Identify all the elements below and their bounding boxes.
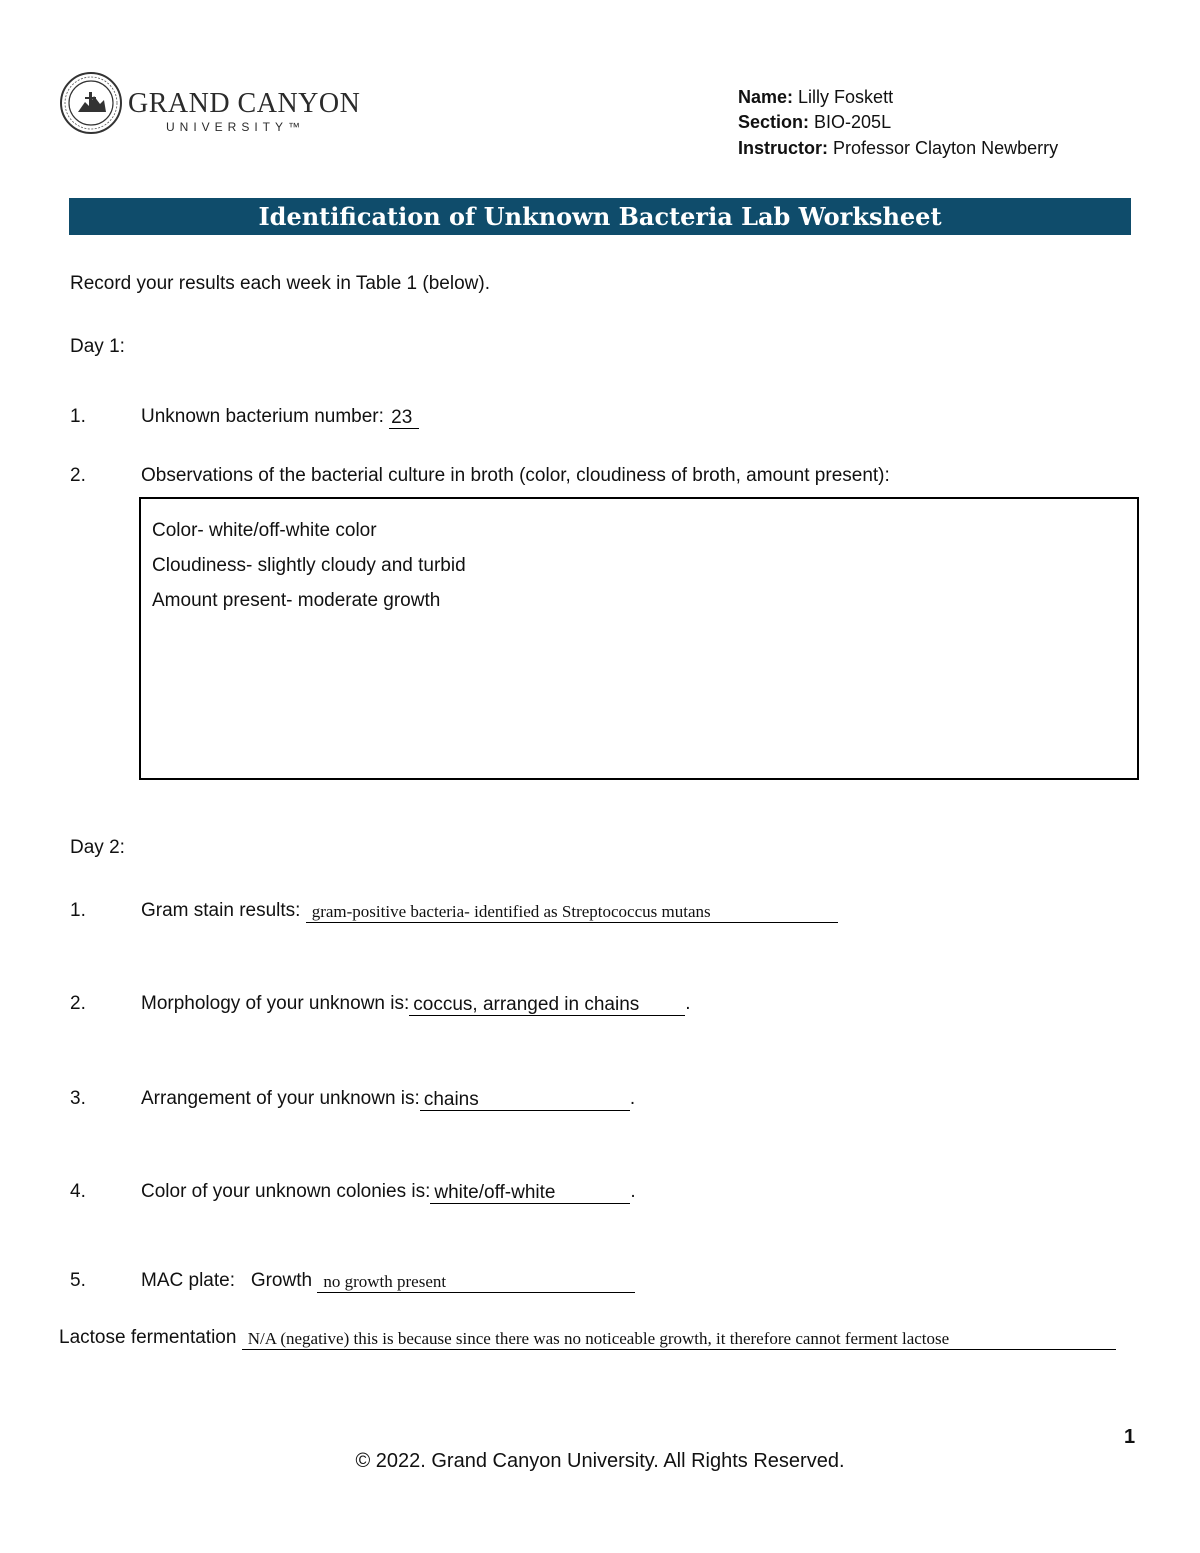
observations-label: Observations of the bacterial culture in broth (color, cloudiness of broth, amount present):	[141, 465, 890, 486]
observation-line: Color- white/off-white color	[152, 520, 377, 541]
unknown-number-label: Unknown bacterium number:	[141, 406, 384, 427]
worksheet-title: Identification of Unknown Bacteria Lab Worksheet	[69, 198, 1131, 235]
unknown-number-field[interactable]	[389, 406, 419, 429]
day2-item-number: 2.	[70, 993, 86, 1014]
gram-stain-value: gram-positive bacteria- identified as Streptococcus mutans	[311, 902, 711, 921]
day2-item-number: 5.	[70, 1270, 86, 1291]
day2-item-number: 1.	[70, 900, 86, 921]
day1-item-number: 2.	[70, 465, 86, 486]
gram-stain-line	[141, 899, 838, 923]
page-number: 1	[1124, 1426, 1136, 1448]
arrangement-label: Arrangement of your unknown is:	[141, 1088, 420, 1109]
arrangement-period: .	[629, 1088, 636, 1109]
lactose-line	[59, 1326, 1116, 1350]
name-line	[738, 86, 893, 108]
instructor-value: Professor Clayton Newberry	[833, 138, 1059, 158]
arrangement-value: chains	[423, 1089, 479, 1110]
arrangement-field[interactable]	[420, 1088, 630, 1111]
morphology-field[interactable]	[409, 993, 685, 1016]
section-value: BIO-205L	[814, 112, 892, 132]
colony-color-value: white/off-white	[434, 1182, 556, 1203]
morphology-value: coccus, arranged in chains	[413, 994, 640, 1015]
instructor-label: Instructor:	[738, 138, 828, 158]
lactose-label: Lactose fermentation	[59, 1327, 237, 1348]
mac-plate-growth-field[interactable]	[317, 1270, 635, 1293]
day2-item-number: 3.	[70, 1088, 86, 1109]
logo-wordmark: GRAND CANYON	[128, 88, 361, 119]
lactose-field[interactable]	[242, 1327, 1116, 1350]
colony-color-field[interactable]	[430, 1181, 630, 1204]
day2-item-number: 4.	[70, 1181, 86, 1202]
section-label: Section:	[738, 112, 810, 132]
colony-color-line	[141, 1180, 636, 1204]
section-line	[738, 111, 891, 133]
arrangement-line	[141, 1087, 635, 1111]
unknown-number-line	[141, 405, 419, 429]
mac-plate-growth-value: no growth present	[323, 1272, 447, 1291]
university-seal-logo	[60, 72, 122, 134]
intro-text: Record your results each week in Table 1 (below).	[70, 273, 490, 294]
morphology-period: .	[685, 993, 691, 1014]
unknown-number-value: 23	[391, 407, 413, 428]
morphology-label: Morphology of your unknown is:	[141, 993, 410, 1014]
day2-heading: Day 2:	[70, 837, 125, 858]
observation-line: Amount present- moderate growth	[152, 590, 441, 611]
colony-color-period: .	[630, 1181, 636, 1202]
instructor-line	[738, 137, 1058, 159]
copyright-footer: © 2022. Grand Canyon University. All Rights Reserved.	[355, 1450, 845, 1472]
day1-item-number: 1.	[70, 406, 86, 427]
name-label: Name:	[738, 87, 794, 107]
lactose-value: N/A (negative) this is because since there was no noticeable growth, it therefore cannot ferment lactose	[247, 1329, 950, 1348]
observations-box[interactable]	[139, 497, 1139, 780]
mac-plate-label: MAC plate: Growth	[141, 1270, 313, 1291]
colony-color-label: Color of your unknown colonies is:	[141, 1181, 431, 1202]
day1-heading: Day 1:	[70, 336, 125, 357]
morphology-line	[141, 992, 691, 1016]
gram-stain-field[interactable]	[306, 900, 838, 923]
gram-stain-label: Gram stain results:	[141, 900, 301, 921]
logo-wordmark-sub: UNIVERSITY™	[166, 120, 306, 134]
mac-plate-line	[141, 1269, 635, 1293]
name-value: Lilly Foskett	[798, 87, 894, 107]
observation-line: Cloudiness- slightly cloudy and turbid	[152, 555, 466, 576]
